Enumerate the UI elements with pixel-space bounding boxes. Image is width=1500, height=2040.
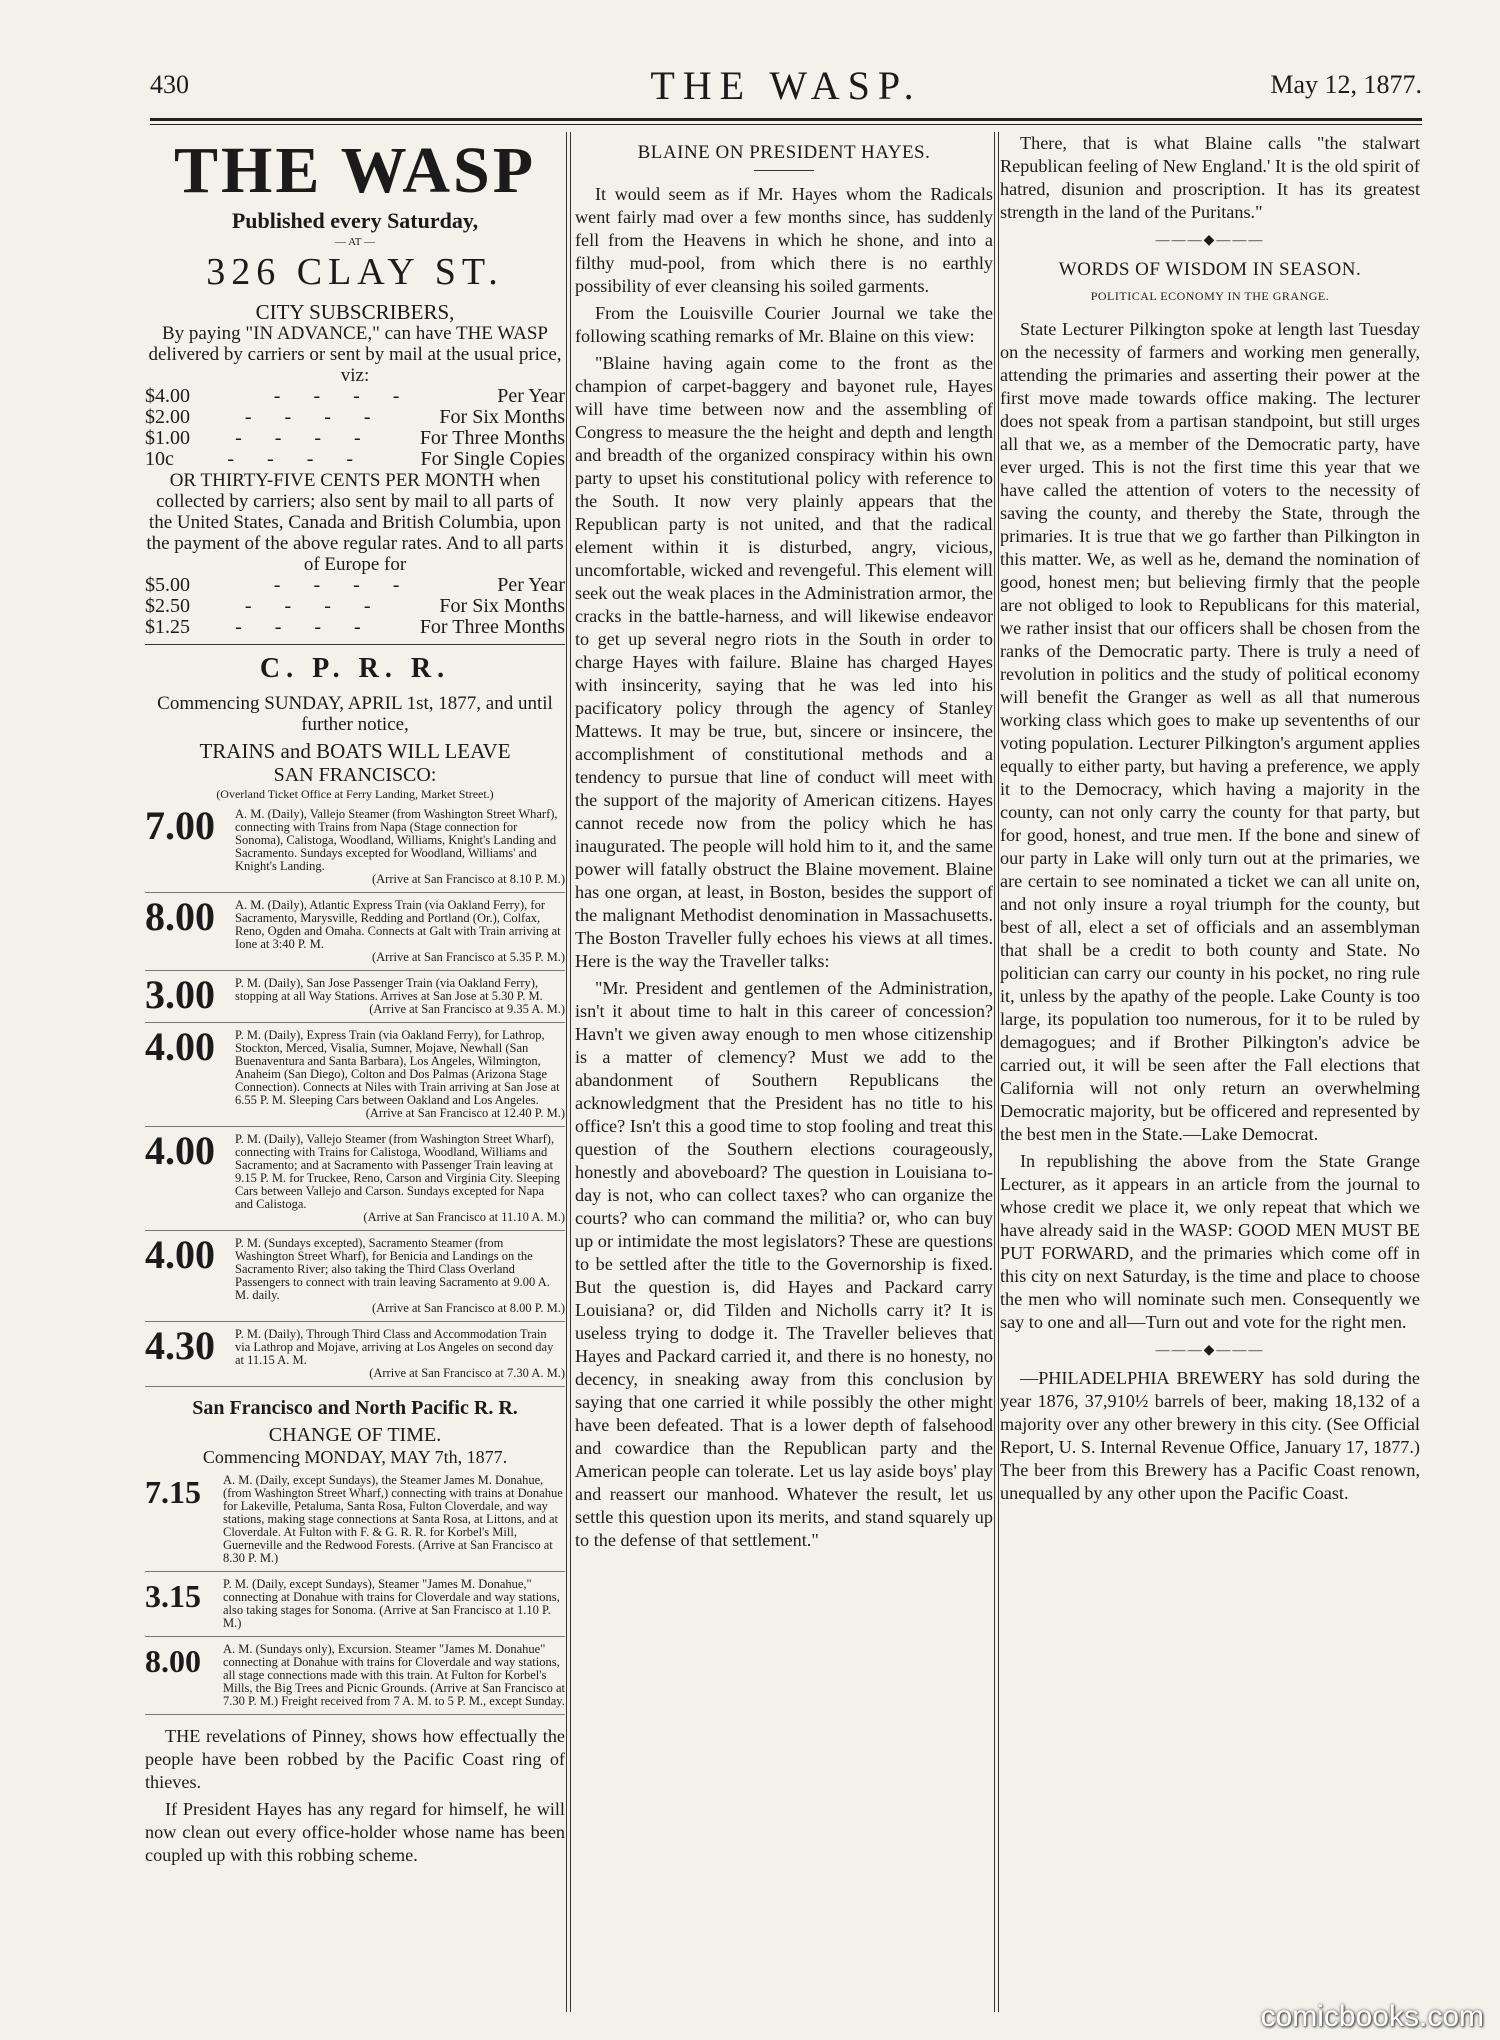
train-text: P. M. (Daily), San Jose Passenger Train (via Oakland Ferry), stopping at all Way Stations. Arrives at San Jose at 5.30 P. M.: [235, 976, 543, 1003]
train-schedule: [145, 803, 565, 1387]
column-right: [1000, 132, 1420, 2012]
nprr-schedule: [145, 1474, 565, 1715]
article-paragraph: It would seem as if Mr. Hayes whom the Radicals went fairly mad over a few months since, has suddenly fell from the Heavens in which he shone, and into a filthy mud-pool, from which there is no earthly possibility of ever cleansing his soiled garments.: [575, 184, 993, 296]
train-text: P. M. (Sundays excepted), Sacramento Steamer (from Washington Street Wharf), for Benicia and Landings on the Sacramento River; also taking the Third Class Overland Passengers to connect with train leaving Sacramento at 9.00 A. M. daily.: [235, 1236, 550, 1302]
departure-time: 8.00: [145, 894, 215, 939]
departure-time: 7.15: [145, 1474, 201, 1510]
price-row: [145, 596, 565, 617]
cprr-heading: C. P. R. R.: [259, 653, 451, 684]
train-description: [235, 899, 565, 964]
train-description: [235, 977, 565, 1016]
train-text: P. M. (Daily), Through Third Class and Accommodation Train via Lathrop and Mojave, arriving at Los Angeles on second day at 11.15 A. M.: [235, 1327, 554, 1367]
departure-time: 3.00: [145, 972, 215, 1017]
train-entry: [145, 1578, 565, 1637]
arrival-time: (Arrive at San Francisco at 5.35 P. M.): [371, 950, 565, 964]
article-title-blaine: BLAINE ON PRESIDENT HAYES.: [637, 142, 931, 163]
price-amount: $1.00: [145, 427, 190, 449]
mail-text: OR THIRTY-FIVE CENTS PER MONTH when collected by carriers; also sent by mail to all parts of the United States, Canada and British Columbia, upon the payment of the above regular rates. And to all parts of Europe for: [146, 470, 564, 575]
commencing-text: Commencing SUNDAY, APRIL 1st, 1877, and until further notice,: [157, 693, 553, 735]
price-row: [145, 617, 565, 638]
leader-dots: - - - -: [273, 385, 414, 407]
column-divider: [566, 132, 567, 2012]
train-text: A. M. (Daily), Atlantic Express Train (via Oakland Ferry), for Sacramento, Marysville, Redding and Portland (Or.), Colfax, Reno, Ogden and Omaha. Connects at Galt with Train arriving at Ione at 3:40 P. M.: [235, 898, 561, 951]
price-amount: $1.25: [145, 616, 190, 638]
train-description: [235, 1133, 565, 1224]
published-line: Published every Saturday,: [231, 208, 479, 233]
price-row: [145, 428, 565, 449]
price-row: [145, 407, 565, 428]
masthead: THE WASP.: [650, 63, 922, 108]
train-text: A. M. (Daily), Vallejo Steamer (from Washington Street Wharf), connecting with Trains from Napa (Stage connection for Sonoma), Calistoga, Woodland, Williams, Knight's Landing and Sacramento. Sundays excepted for Woodland, Williams' and Knight's Landing.: [235, 807, 558, 873]
price-period: For Three Months: [419, 427, 565, 449]
train-entry: [145, 1232, 565, 1322]
departure-time: 4.00: [145, 1232, 215, 1277]
train-text: P. M. (Daily), Express Train (via Oakland Ferry), for Lathrop, Stockton, Merced, Visalia, Sumner, Mojave, Newhall (San Buenaventura and Santa Barbara), Los Angeles, Wilmington, Anaheim (San Diego), Colton and Dos Palmas (Arizona Stage Connection). Connects at Niles with Train arriving at San Jose at 6.55 P. M. Sleeping Cars between Oakland and Los Angeles.: [235, 1028, 560, 1107]
blaine-continued: There, that is what Blaine calls "the stalwart Republican feeling of New England.' It is the old spirit of hatred, disunion and proscription. It has its greatest strength in the land of the Puritans.": [1000, 133, 1420, 222]
leader-dots: - - - -: [244, 595, 385, 617]
page-header: [150, 62, 1422, 112]
hayes-paragraph: If President Hayes has any regard for himself, he will now clean out every office-holder whose name has been coupled up with this robbing scheme.: [145, 1799, 565, 1865]
article-paragraph: From the Louisville Courier Journal we take the following scathing remarks of Mr. Blaine on this view:: [575, 303, 993, 346]
train-entry: [145, 803, 565, 893]
column-divider: [570, 132, 571, 2012]
change-of-time: CHANGE OF TIME.: [268, 1424, 442, 1446]
price-period: For Three Months: [419, 616, 565, 638]
article-paragraph: In republishing the above from the State Grange Lecturer, as it appears in an article from the journal to whose credit we place it, we only repeat that which we have already said in the WASP: GOOD MEN MUST BE PUT FORWARD, and the primaries which come off in this city on next Saturday, is the time and place to choose the men who will nominate such men. Consequently we say to one and all—Turn out and vote for the right men.: [1000, 1151, 1420, 1332]
article-subtitle: POLITICAL ECONOMY IN THE GRANGE.: [1090, 289, 1330, 303]
train-entry: [145, 1643, 565, 1715]
price-list: [145, 386, 565, 470]
price-period: For Six Months: [439, 406, 565, 428]
title-rule: [754, 170, 814, 171]
nprr-heading: San Francisco and North Pacific R. R.: [192, 1397, 518, 1419]
leader-dots: - - - -: [227, 448, 368, 470]
column-divider: [998, 132, 999, 2012]
price-row: [145, 449, 565, 470]
commencing-monday: Commencing MONDAY, MAY 7th, 1877.: [202, 1447, 508, 1467]
pinney-paragraph: THE revelations of Pinney, shows how effectually the people have been robbed by the Pacific Coast ring of thieves.: [145, 1726, 565, 1792]
train-description: [235, 1328, 565, 1380]
departure-time: 4.00: [145, 1024, 215, 1069]
watermark: comicbooks.com: [1260, 2000, 1484, 2033]
price-amount: $2.50: [145, 595, 190, 617]
train-description: [223, 1643, 565, 1708]
price-amount: $2.00: [145, 406, 190, 428]
brewery-paragraph: —PHILADELPHIA BREWERY has sold during the year 1876, 37,910½ barrels of beer, making 18,132 of a majority over any other brewery in this city. (See Official Report, U. S. Internal Revenue Office, January 17, 1877.) The beer from this Brewery has a Pacific Coast renown, unequalled by any other upon the Pacific Coast.: [1000, 1368, 1420, 1503]
article-paragraph: State Lecturer Pilkington spoke at length last Tuesday on the necessity of farmers and working men generally, attending the primaries and asserting their power at the first move made towards office making. The lecturer does not speak from a partisan standpoint, but still urges all that we, as a member of the Democratic party, have ever urged. This is not the first time this year that we have called the attention of voters to the necessity of saving the county, and thereby the State, through the primaries. It is true that we go farther than Pilkington in this matter. We, as well as he, demand the nomination of good, honest men; but believing firmly that the people are not obliged to look to Republicans for this material, we rather insist that our officers shall be chosen from the ranks of the Democratic party. There is truly a need of revolution in politics and the study of political economy will benefit the Granger as well as all that numerous working class which goes to make up seventenths of our voting population. Lecturer Pilkington's argument applies equally to either party, but having a preference, we apply it to the Democracy, which having a majority in the county, can not only carry the county for that party, but for good, honest, and true men. If the bone and sinew of our party in Lake will only turn out at the primaries, we are certain to see nominated a ticket we can all unite on, and not only insure a royal triumph for the county, but best of all, elect a set of officials and an assemblyman that shall be a credit to both county and State. No politician can carry our county in his pocket, no ring rule it, unless by the apathy of the people. Lake County is too large, its population too numerous, for it to be ruled by demagogues; and if Brother Pilkington's advice be carried out, it will be seen after the Fall elections that California will not only return an overwhelming Democratic majority, but be officered and represented by the best men in the State.—Lake Democrat.: [1000, 319, 1420, 1144]
article-paragraph: "Mr. President and gentlemen of the Administration, isn't it about time to halt in this career of concession? Havn't we given away enough to men whose citizenship is a matter of clemency? Must we add to the abandonment of Southern Republicans the acknowledgment that the President has no title to his office? Isn't this a good time to stop fooling and treat this question of the Southern elections courageously, honestly and aboveboard? The question in Louisiana to-day is not, who can collect taxes? who can organize the courts? who can command the militia? or, who can buy up or intimidate the most legislators? These are questions to be settled after the title to the Governorship is fixed. But the question is, did Hayes and Packard carry Louisiana? or, did Tilden and Nicholls carry it? It is useless trying to dodge it. The Traveller believes that Hayes and Packard carried it, and there is no honesty, no decency, in sneaking away from this conclusion by saying that one carried it while possibly the other might have been defeated. That is a lower depth of falsehood and cowardice than the Republican party and the American people can tolerate. Let us lay aside boys' play and reassert our manhood. Whatever the result, let us settle this question upon its merits, and stand squarely up to the defense of that settlement.": [575, 978, 993, 1550]
train-entry: [145, 1024, 565, 1127]
price-amount: $5.00: [145, 574, 190, 596]
trains-heading: TRAINS and BOATS WILL LEAVE: [199, 739, 511, 763]
arrival-time: (Arrive at San Francisco at 9.35 A. M.): [369, 1002, 565, 1016]
train-description: [223, 1474, 565, 1565]
subscribers-heading: CITY SUBSCRIBERS,: [255, 300, 455, 324]
price-amount: 10c: [145, 448, 174, 470]
price-period: Per Year: [497, 385, 565, 407]
price-row: [145, 386, 565, 407]
ticket-office: (Overland Ticket Office at Ferry Landing, Market Street.): [216, 787, 494, 801]
price-period: Per Year: [497, 574, 565, 596]
departure-time: 3.15: [145, 1578, 201, 1614]
arrival-time: (Arrive at San Francisco at 11.10 A. M.): [363, 1210, 565, 1224]
sf-heading: SAN FRANCISCO:: [273, 764, 437, 786]
arrival-time: (Arrive at San Francisco at 8.00 P. M.): [371, 1301, 565, 1315]
article-title-wisdom: WORDS OF WISDOM IN SEASON.: [1058, 259, 1362, 280]
train-text: A. M. (Sundays only), Excursion. Steamer "James M. Donahue" connecting at Donahue with trains for Cloverdale and way stations, all stage connections made with this train. At Fulton for Korbel's Mills, the Big Trees and Picnic Grounds. (Arrive at San Francisco at 7.30 P. M.) Freight received from 7 A. M. to 5 P. M., except Sunday.: [223, 1642, 565, 1708]
leader-dots: - - - -: [235, 427, 375, 449]
departure-time: 4.00: [145, 1128, 215, 1173]
train-text: P. M. (Daily, except Sundays), Steamer "James M. Donahue," connecting at Donahue with trains for Cloverdale and way stations, also taking stages for Sonoma. (Arrive at San Francisco at 1.10 P. M.): [223, 1577, 560, 1630]
subscribers-text: By paying "IN ADVANCE," can have THE WASP delivered by carriers or sent by mail at the usual price, viz:: [148, 323, 562, 386]
train-entry: [145, 894, 565, 971]
train-entry: [145, 1323, 565, 1387]
arrival-time: (Arrive at San Francisco at 12.40 P. M.): [365, 1106, 565, 1120]
address: 326 CLAY ST.: [206, 251, 504, 293]
divider: [145, 644, 565, 645]
train-entry: [145, 972, 565, 1023]
article-paragraph: "Blaine having again come to the front as the champion of carpet-baggery and bayonet rule, Hayes will have time between now and the assembling of Congress to measure the the height and depth and length and breadth of the organized conspiracy within his own party to upset his constitutional policy with reference to the South. It now very plainly appears that the Republican party is not united, and that the radical element within it is disturbed, angry, vicious, uncomfortable, wicked and revengeful. This element will seek out the weak places in the Administration armor, the cracks in the battle-harness, and will likewise endeavor to get up several negro riots in the South in order to charge Hayes with failure. Blaine has charged Hayes with insincerity, saying that he was led into his pacificatory policy through the agency of Stanley Mattews. It may be true, but, sincere or insincere, the accomplishment of constitutional methods and a tendency to pursue that line of conduct will meet with the support of the majority of American citizens. Hayes cannot recede now from the policy which he has inaugurated. The people will hold him to it, and the same power will fatally obstruct the Blaine movement. Blaine has one organ, at least, in Boston, besides the support of the malignant Methodist denomination in Massachusetts. The Boston Traveller fully echoes his views at all times. Here is the way the Traveller talks:: [575, 353, 993, 971]
price-row: [145, 575, 565, 596]
column-middle: [575, 132, 993, 2012]
train-description: [223, 1578, 565, 1630]
price-period: For Six Months: [439, 595, 565, 617]
column-divider: [994, 132, 995, 2012]
departure-time: 7.00: [145, 803, 215, 848]
price-amount: $4.00: [145, 385, 190, 407]
wasp-title: THE WASP: [173, 134, 537, 207]
train-text: P. M. (Daily), Vallejo Steamer (from Washington Street Wharf), connecting with Trains for Calistoga, Woodland, Williams and Sacramento; and at Sacramento with Passenger Train leaving at 9.15 P. M. for Truckee, Reno, Carson and Virginia City. Sleeping Cars between Vallejo and Carson. Sundays excepted for Napa and Calistoga.: [235, 1132, 561, 1211]
train-description: [235, 808, 565, 886]
arrival-time: (Arrive at San Francisco at 8.10 P. M.): [371, 872, 565, 886]
leader-dots: - - - -: [273, 574, 414, 596]
departure-time: 8.00: [145, 1643, 201, 1679]
leader-dots: - - - -: [244, 406, 385, 428]
price-period: For Single Copies: [420, 448, 565, 470]
europe-price-list: [145, 575, 565, 638]
train-entry: [145, 1128, 565, 1231]
issue-date: May 12, 1877.: [1270, 70, 1422, 99]
departure-time: 4.30: [145, 1323, 215, 1368]
train-text: A. M. (Daily, except Sundays), the Steamer James M. Donahue, (from Washington Street Wharf,) connecting with trains at Donahue for Lakeville, Petaluma, Santa Rosa, Fulton Cloverdale, and way stations, making stage connections at Santa Rosa, at Littons, and at Cloverdale. At Fulton with F. & G. R. R. for Korbel's Mill, Guerneville and the Redwood Forests. (Arrive at San Francisco at 8.30 P. M.): [223, 1473, 563, 1565]
column-left: [145, 132, 565, 2002]
page-number: 430: [150, 70, 189, 99]
train-description: [235, 1237, 565, 1315]
train-description: [235, 1029, 565, 1120]
ornament-divider: ———◆———: [1155, 233, 1265, 248]
at-line: — AT —: [334, 236, 376, 248]
ornament-divider: ———◆———: [1155, 1343, 1265, 1358]
train-entry: [145, 1474, 565, 1572]
arrival-time: (Arrive at San Francisco at 7.30 A. M.): [369, 1366, 565, 1380]
leader-dots: - - - -: [235, 616, 375, 638]
header-rule: [150, 118, 1422, 125]
